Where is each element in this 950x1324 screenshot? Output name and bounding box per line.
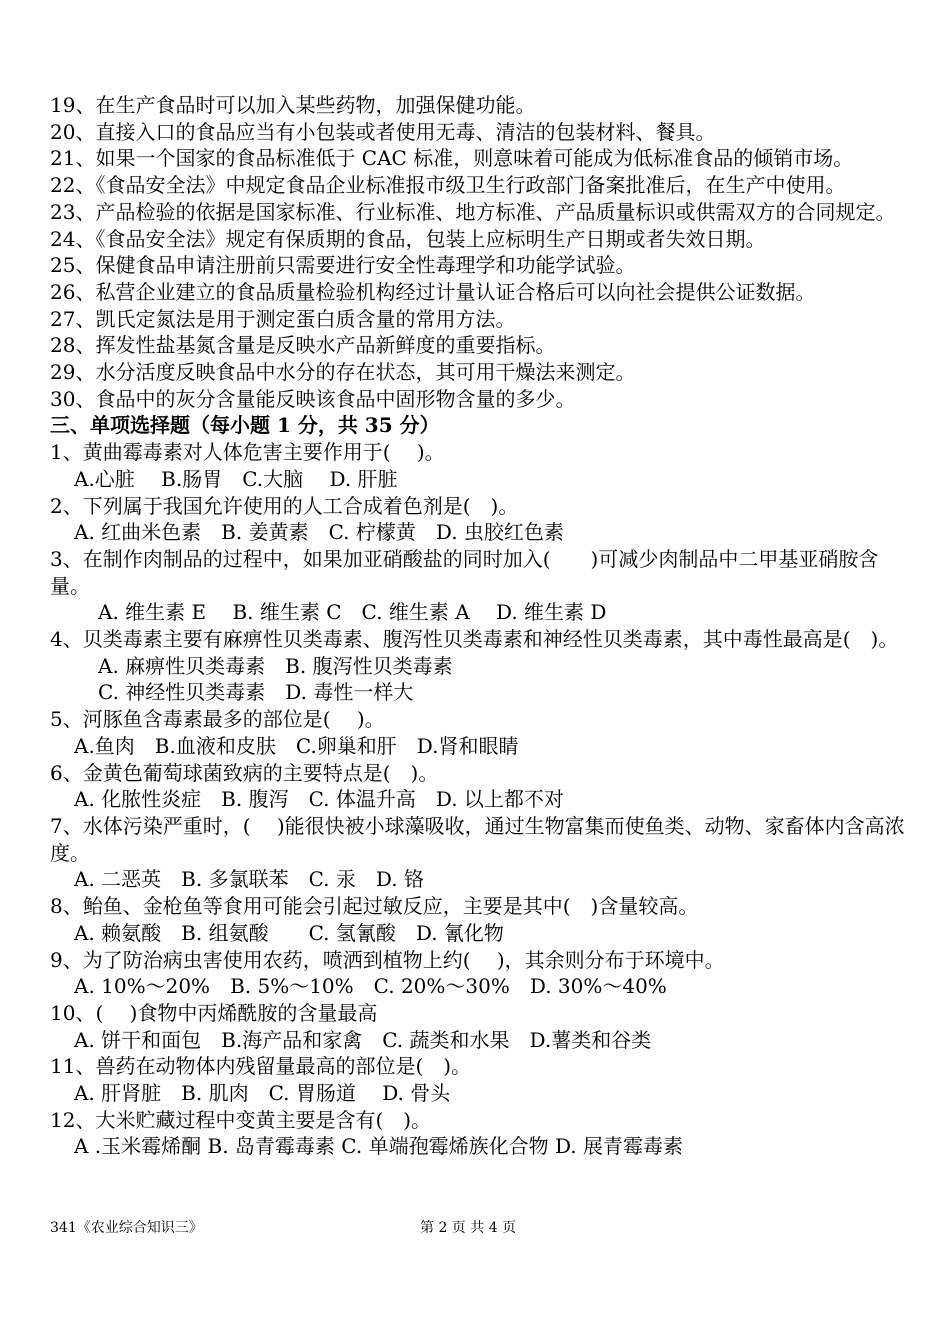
question-stem: 3、在制作肉制品的过程中，如果加亚硝酸盐的同时加入( )可减少肉制品中二甲基亚硝胺含量。 [50,546,879,598]
question-options: A. 饼干和面包 B.海产品和家禽 C. 蔬类和水果 D.薯类和谷类 [74,1027,652,1052]
question-options: A.心脏 B.肠胃 C.大脑 D. 肝脏 [74,466,398,491]
question-options: A. 麻痹性贝类毒素 B. 腹泻性贝类毒素 [98,653,453,678]
question-stem: 4、贝类毒素主要有麻痹性贝类毒素、腹泻性贝类毒素和神经性贝类毒素，其中毒性最高是( )。 [50,627,899,652]
question-options: A. 肝肾脏 B. 肌肉 C. 胃肠道 D. 骨头 [74,1081,451,1106]
question-options: A. 红曲米色素 B. 姜黄素 C. 柠檬黄 D. 虫胶红色素 [74,520,564,545]
question-stem: 6、金黄色葡萄球菌致病的主要特点是( )。 [50,760,439,785]
judgment-item: 26、私营企业建立的食品质量检验机构经过计量认证合格后可以向社会提供公证数据。 [50,279,816,304]
question-options: C. 神经性贝类毒素 D. 毒性一样大 [98,680,414,705]
judgment-item: 25、保健食品申请注册前只需要进行安全性毒理学和功能学试验。 [50,253,636,278]
question-options: A .玉米霉烯酮 B. 岛青霉毒素 C. 单端孢霉烯族化合物 D. 展青霉毒素 [74,1134,683,1159]
judgment-item: 28、挥发性盐基氮含量是反映水产品新鲜度的重要指标。 [50,333,556,358]
question-options: A. 赖氨酸 B. 组氨酸 C. 氢氰酸 D. 氰化物 [74,920,504,945]
judgment-item: 21、如果一个国家的食品标准低于 CAC 标准，则意味着可能成为低标准食品的倾销市场。 [50,146,854,171]
page-footer [50,1218,910,1238]
judgment-item: 22、《食品安全法》中规定食品企业标准报市级卫生行政部门备案批准后，在生产中使用。 [50,173,846,198]
question-stem: 2、下列属于我国允许使用的人工合成着色剂是( )。 [50,493,519,518]
section-title: 三、单项选择题（每小题 1 分，共 35 分） [50,413,440,438]
question-stem: 8、鲐鱼、金枪鱼等食用可能会引起过敏反应，主要是其中( )含量较高。 [50,894,699,919]
question-stem: 5、河豚鱼含毒素最多的部位是( )。 [50,707,385,732]
judgment-item: 19、在生产食品时可以加入某些药物，加强保健功能。 [50,93,536,117]
footer-page-number: 第 2 页 共 4 页 [420,1220,517,1236]
judgment-item: 30、食品中的灰分含量能反映该食品中固形物含量的多少。 [50,386,576,411]
question-options: A. 10%～20% B. 5%～10% C. 20%～30% D. 30%～40% [74,974,667,999]
judgment-item: 27、凯氏定氮法是用于测定蛋白质含量的常用方法。 [50,306,516,331]
judgment-item: 29、水分活度反映食品中水分的存在状态，其可用干燥法来测定。 [50,360,636,385]
question-stem: 11、兽药在动物体内残留量最高的部位是( )。 [50,1054,472,1079]
question-stem: 9、为了防治病虫害使用农药，喷洒到植物上约( )，其余则分布于环境中。 [50,947,725,972]
question-stem: 7、水体污染严重时，( )能很快被小球藻吸收，通过生物富集而使鱼类、动物、家畜体内含高浓度。 [50,813,905,865]
page-content [50,92,910,1160]
question-options: A.鱼肉 B.血液和皮肤 C.卵巢和肝 D.肾和眼睛 [74,733,519,758]
judgment-item: 24、《食品安全法》规定有保质期的食品，包装上应标明生产日期或者失效日期。 [50,226,766,251]
question-stem: 10、( )食物中丙烯酰胺的含量最高 [50,1000,378,1025]
judgment-item: 23、产品检验的依据是国家标准、行业标准、地方标准、产品质量标识或供需双方的合同规定。 [50,199,896,224]
footer-course-name: 341《农业综合知识三》 [50,1220,203,1236]
question-stem: 1、黄曲霉毒素对人体危害主要作用于( )。 [50,440,445,465]
judgment-item: 20、直接入口的食品应当有小包装或者使用无毒、清洁的包装材料、餐具。 [50,119,716,144]
question-options: A. 维生素 E B. 维生素 C C. 维生素 A D. 维生素 D [98,600,607,625]
question-options: A. 化脓性炎症 B. 腹泻 C. 体温升高 D. 以上都不对 [74,787,564,812]
question-stem: 12、大米贮藏过程中变黄主要是含有( )。 [50,1107,432,1132]
question-options: A. 二恶英 B. 多氯联苯 C. 汞 D. 铬 [74,867,424,892]
